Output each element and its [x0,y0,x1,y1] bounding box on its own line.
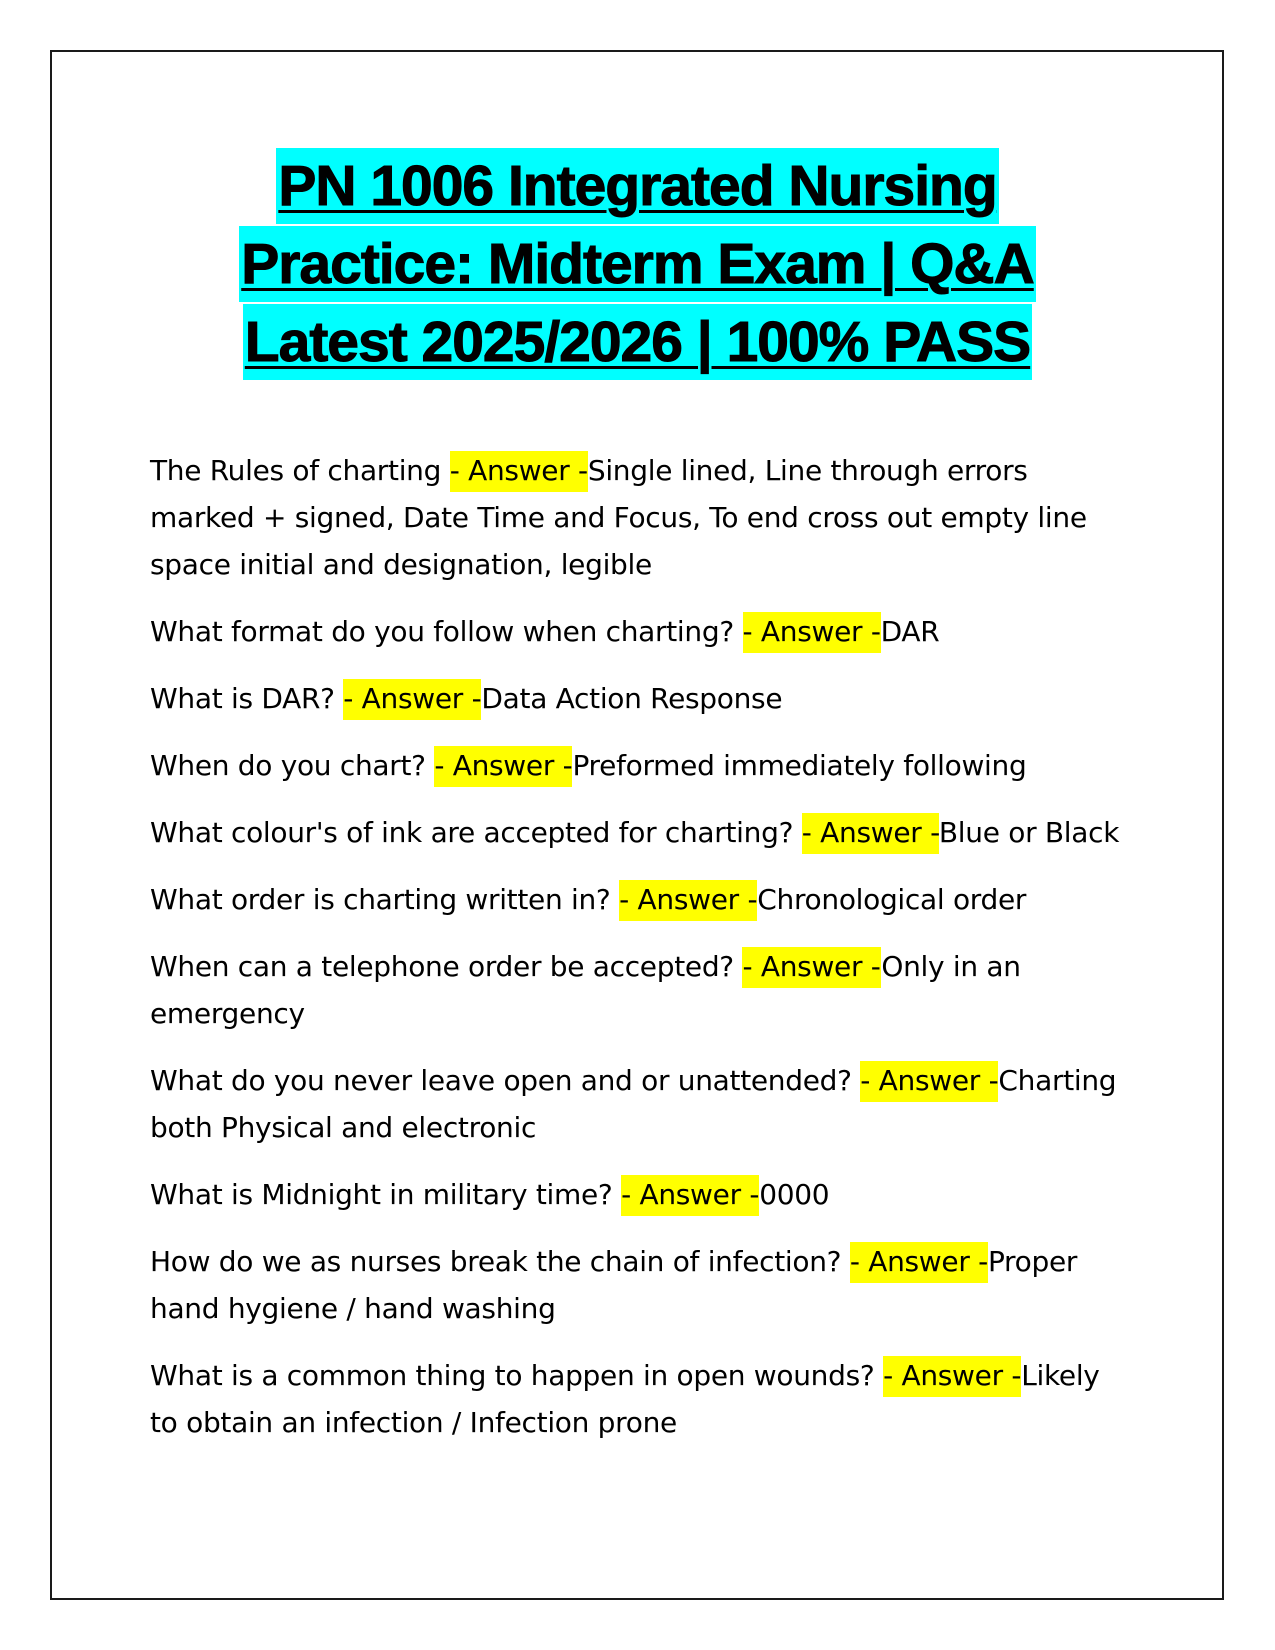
question-text: When do you chart? [150,749,435,782]
qa-item-when-to-chart [150,742,1130,789]
qa-item-midnight-military-time [150,1171,1130,1218]
document-title [0,148,1275,382]
question-text: What is Midnight in military time? [150,1178,622,1211]
answer-label: - Answer - [450,451,588,492]
qa-item-charting-format [150,608,1130,655]
qa-item-ink-colours [150,809,1130,856]
answer-text: DAR [880,615,940,648]
qa-item-telephone-order [150,943,1130,1037]
title-line-2: Practice: Midterm Exam | Q&A [239,226,1036,302]
question-text: What is a common thing to happen in open wounds? [150,1359,884,1392]
qa-item-never-leave-open [150,1057,1130,1151]
title-line-1: PN 1006 Integrated Nursing [276,148,998,224]
qa-item-charting-order [150,876,1130,923]
answer-label: - Answer - [343,679,481,720]
answer-label: - Answer - [742,947,881,988]
answer-label: - Answer - [802,813,939,854]
qa-item-chain-of-infection [150,1238,1130,1332]
answer-label: - Answer - [619,880,757,921]
question-text: What colour's of ink are accepted for charting? [150,816,802,849]
answer-text: Proper hand hygiene / hand washing [150,1245,1078,1325]
question-text: What is DAR? [150,682,344,715]
title-line-3: Latest 2025/2026 | 100% PASS [243,304,1032,380]
answer-text: 0000 [759,1178,830,1211]
answer-label: - Answer - [743,612,881,653]
question-text: The Rules of charting [150,454,450,487]
qa-list [150,447,1130,1466]
answer-text: Single lined, Line through errors marked + signed, Date Time and Focus, To end cross out empty line space initial and designation, legible [150,454,1087,581]
question-text: How do we as nurses break the chain of infection? [150,1245,850,1278]
answer-label: - Answer - [434,746,572,787]
answer-text: Chronological order [757,883,1027,916]
answer-text: Preformed immediately following [572,749,1027,782]
answer-text: Likely to obtain an infection / Infection prone [150,1359,1100,1439]
answer-text: Only in an emergency [150,950,1021,1030]
question-text: What do you never leave open and or unattended? [150,1064,861,1097]
answer-text: Charting both Physical and electronic [150,1064,1117,1144]
qa-item-open-wounds [150,1352,1130,1446]
answer-text: Blue or Black [938,816,1120,849]
question-text: What format do you follow when charting? [150,615,743,648]
answer-label: - Answer - [850,1242,988,1283]
answer-label: - Answer - [883,1356,1021,1397]
qa-item-what-is-dar [150,675,1130,722]
answer-label: - Answer - [860,1061,998,1102]
qa-item-rules-of-charting [150,447,1130,588]
question-text: When can a telephone order be accepted? [150,950,743,983]
answer-text: Data Action Response [481,682,783,715]
question-text: What order is charting written in? [150,883,620,916]
answer-label: - Answer - [621,1175,759,1216]
